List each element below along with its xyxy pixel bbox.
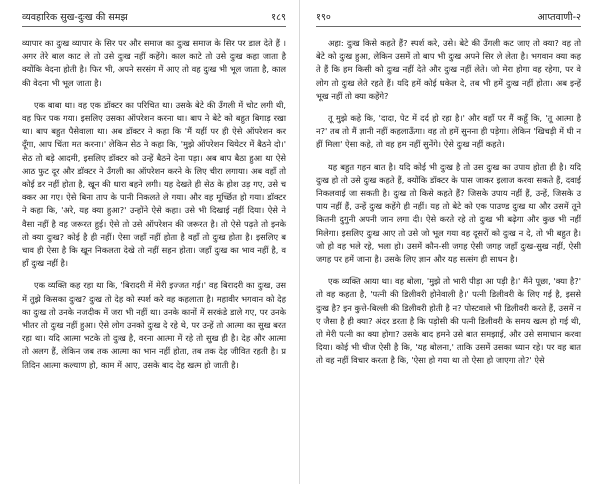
left-header-title: व्यवहारिक सुख-दुःख की समझ bbox=[22, 12, 128, 23]
right-paragraph-4: एक व्यक्ति आया था। वह बोला, 'मुझे तो भारी पीड़ा आ पड़ी है।' मैंने पूछा, 'क्या है?' तो वह कहता है, 'पत्नी की डिलीवरी होनेवाली है।' पत्नी डिलीवरी के लिए गई है, इससे दुःख है? इन कुत्ते-बिल्ली की डिलीवरी होती है न? पोस्टवाले भी डिलीवरी करते हैं, उसमें नए जैसा है ही क्या? अंदर डरता है कि पड़ोसी की पत्नी डिलीवरी के समय खत्म हो गई थी, तो मेरी पत्नी का क्या होगा? उसके बाद हमने उसे बात समझाई, और उसे समाधान करवा दिया। कोई भी चीज ऐसी है कि, 'यह बोलना,' ताकि उसमें उसका ध्यान रहे। पर वह बात तो वह नहीं विचार करता है कि, 'ऐसा हो गया था तो ऐसा हो जाएगा तो?' ऐसे bbox=[316, 276, 581, 366]
right-page-header bbox=[316, 10, 581, 27]
right-paragraph-1: अहा: दुःख किसे कहते हैं? स्पर्श करे, उसे। बेटे की उँगली कट जाए तो क्या? वह तो बेटे को दुःख हुआ, लेकिन उसमें तो बाप भी दुःख अपने सिर ले लेता है। भगवान क्या कहते हैं कि हम किसी को दुःख नहीं देते और दुःख नहीं लेते। जो मेरा होगा वह रहेगा, पर वे लोग तो दुःख लेते रहते हैं। यदि हमें कोई धकेल दे, तब भी हमें दुःख नहीं होता। अब इन्हें भूख नहीं तो क्या कहेंगे? bbox=[316, 38, 581, 101]
right-page-number: १९० bbox=[316, 12, 331, 23]
right-page bbox=[300, 0, 599, 484]
right-paragraph-3: यह बहुत गहन बात है। यदि कोई भी दुःख है तो उस दुःख का उपाय होता ही है। यदि दुःख हो तो उसे दुःख कहते हैं, क्योंकि डॉक्टर के पास जाकर इलाज करवा सकते हैं, दवाई निकलवाई जा सकती है। दुःख तो किसे कहते हैं? जिसके उपाय नहीं हैं, उन्हें, जिसके उपाय नहीं हैं, उन्हें दुःख कहेंगे ही नहीं। यह तो बेटे को एक पाउण्ड दुःख था और उसमें तूने कितनी दुगुनी अपनी जान लगा दी। ऐसे करते रहे तो दुःख भी बढ़ेगा और कुछ भी नहीं मिलेगा। इसलिए दुःख आए तो उसे जो भूल गया वह दूसरों को दुःख न दे, तो भी बहुत है। जो हो वह भले रहे, भला हो। उसमें कौन-सी जगह ऐसी जगह जहाँ दुःख-सुख नहीं, ऐसी जगह पर हमें जाना है। उसके लिए ज्ञान और यह सत्संग ही साधन है। bbox=[316, 161, 581, 265]
right-paragraph-2: तू मुझे कहे कि, 'दादा, पेट में दर्द हो रहा है।' और वहाँ पर मैं कहूँ कि, 'तू आत्मा है न?' तब तो मैं ज्ञानी नहीं कहलाऊँगा। वह तो हमें सुनना ही पड़ेगा। लेकिन 'खिचड़ी में घी नहीं मिला' ऐसा कहे, तो वह हम नहीं सुनेंगे। ऐसे दुःख नहीं कहते। bbox=[316, 113, 581, 150]
right-header-title: आप्तवाणी-२ bbox=[537, 12, 581, 23]
left-paragraph-2: एक बाबा था। वह एक डॉक्टर का परिचित था। उसके बेटे की उँगली में चोट लगी थी, वह फिर पक गया। इसलिए उसका ऑपरेशन करना था। बाप ने बेटे को बहुत बिगाड़ रखा था। बाप बहुत पैसेवाला था। अब डॉक्टर ने कहा कि 'मैं यहीं पर ही ऐसे ऑपरेशन कर दूँगा, आप चिंता मत करना।' लेकिन सेठ ने कहा कि, 'मुझे ऑपरेशन थियेटर में बैठने दो।' सेठ तो बड़े आदमी, इसलिए डॉक्टर को उन्हें बैठने देना पड़ा। अब बाप बैठा हुआ था ऐसे आठ फुट दूर और डॉक्टर ने उँगली का ऑपरेशन करने के लिए चीरा लगाया। अब वहाँ तो कोई डर नहीं होता है, खून की धारा बहने लगी। यह देखते ही सेठ के होश उड़ गए, उसे चक्कर आ गए। ऐसे बिना ताप के पानी निकलते ले गया। और वह मूर्च्छित हो गया। डॉक्टर ने कहा कि, 'अरे, यह क्या हुआ?' उन्होंने ऐसे कहा। उसे भी दिखाई नहीं दिया। ऐसे ने वैसा नहीं है वह जरूरत हुई। ऐसे तो उसे ऑपरेशन की जरूरत है। तो ऐसे पढ़ते तो इनके तो क्या दुःख? कोई है ही नहीं। ऐसा जहाँ नहीं होता है वहाँ तो दुःख होता है। इसलिए बचाव ही ऐसा है कि खून निकलता देखे तो नहीं सहन होता। जहाँ दुःख का भाव नहीं है, वहाँ दुःख नहीं है। bbox=[22, 99, 286, 269]
left-page-header bbox=[22, 10, 286, 27]
left-page-number: १८९ bbox=[271, 12, 286, 23]
left-paragraph-3: एक व्यक्ति कह रहा था कि, 'बिरादरी में मेरी इज्जत गई।' वह बिरादरी का दुःख, उसमें तुझे किसका दुःख? दुःख तो देह को स्पर्श करे वह कहलाता है। महावीर भगवान को देह का दुःख तो उनके नजदीक में जरा भी नहीं था। उनके कानों में सरकंडे डाले गए, पर उनके भीतर तो दुःख नहीं हुआ। ऐसे लोग उनको दुःख दे रहे थे, पर उन्हें तो आत्मा का सुख बरत रहा था। यदि आत्मा भटके तो दुःख है, वरना आत्मा में रहे तो सुख ही है। देह और आत्मा तो अलग हैं, लेकिन जब तक आत्मा का भान नहीं होता, तब तक देह जीवित रहती है। प्रतिदिन आत्मा कल्याण हो, काम में आए, उसके बाद देह खत्म हो जाती है। bbox=[22, 280, 286, 370]
left-paragraph-1: व्यापार का दुःख व्यापार के सिर पर और समाज का दुःख समाज के सिर पर डाल देते हैं । अगर तेरे बाल काट ले तो उसे दुःख नहीं कहेंगे। काल काटे तो उसे दुःख कहा जाता है क्योंकि वेदना होती है। फिर भी, अपने सरसंग में आए तो वह दुःख भी भूल जाता है, काल की वेदना भी भूल जाता है। bbox=[22, 38, 286, 88]
